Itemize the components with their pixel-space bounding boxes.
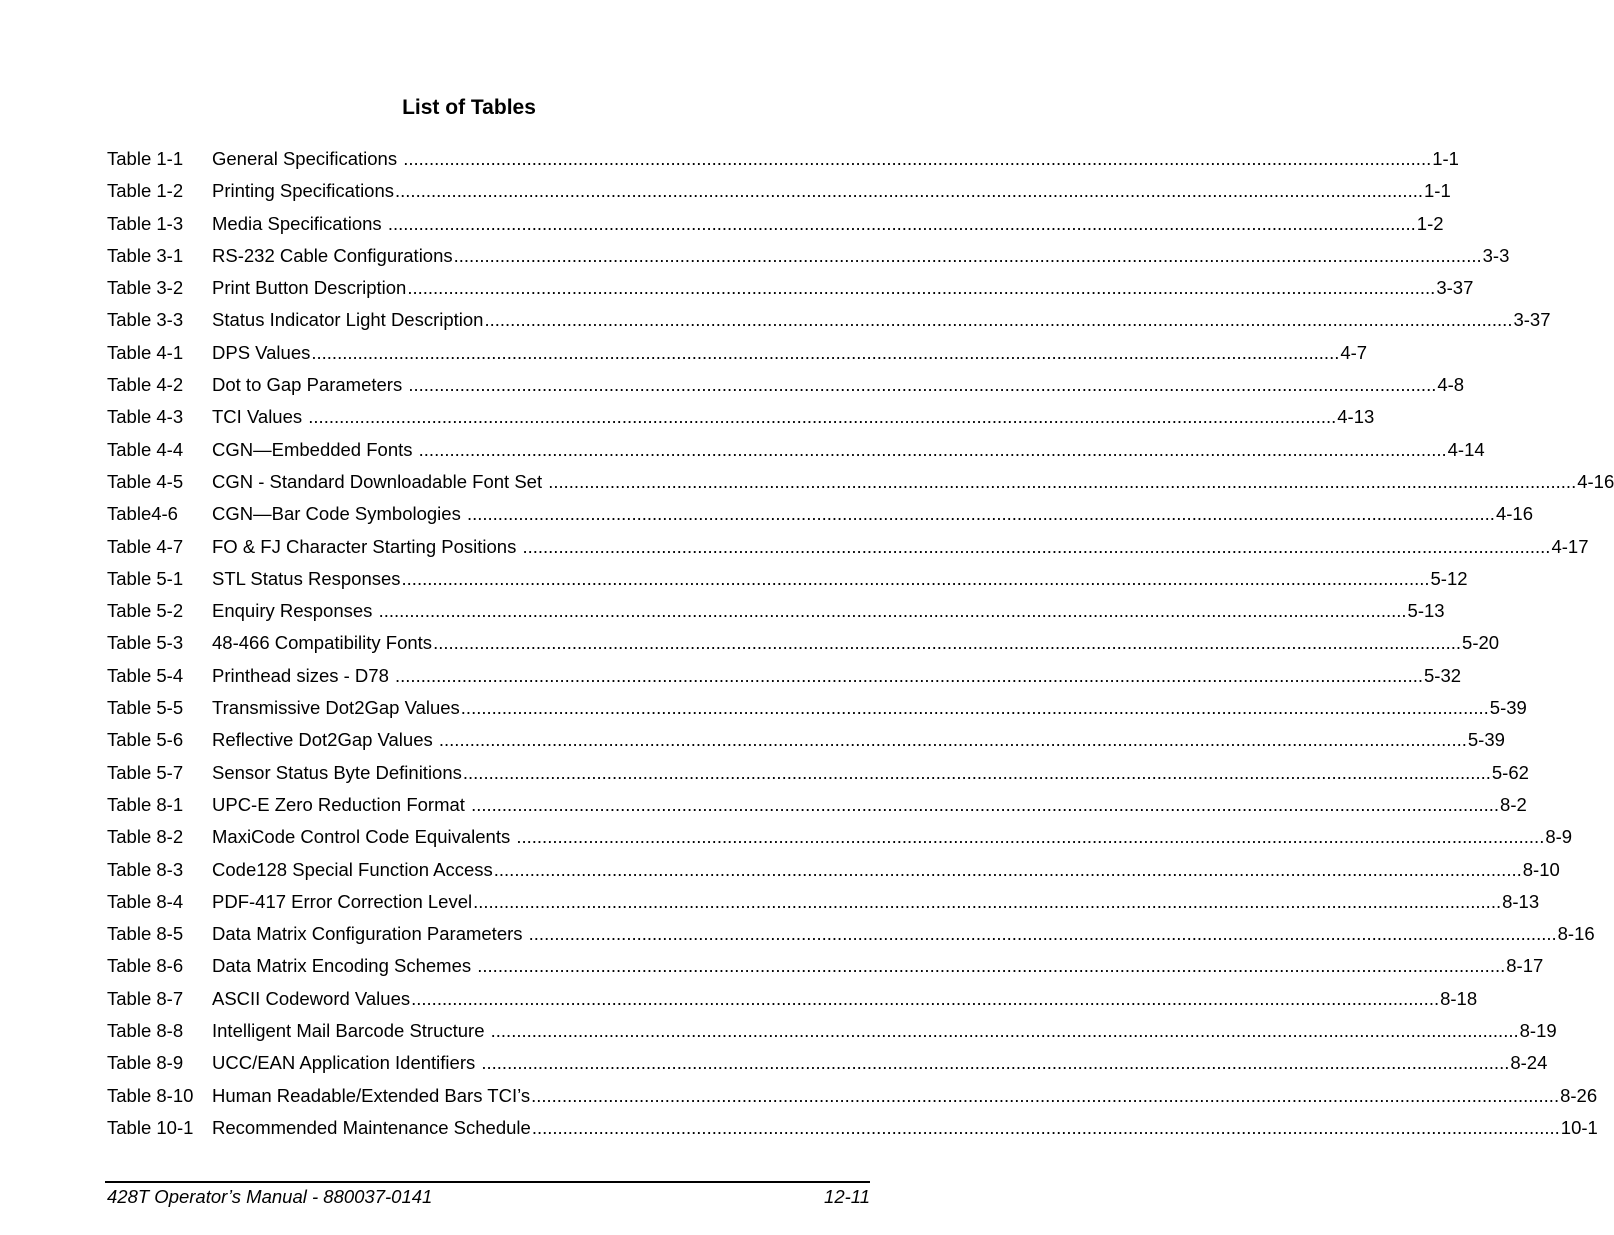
- page-reference: 8-17: [1506, 955, 1544, 977]
- table-number: Table 8-6: [107, 955, 184, 977]
- toc-entry[interactable]: [107, 273, 1474, 305]
- table-name: Print Button Description: [212, 277, 407, 299]
- dot-leader: ........................................................................................................................................................................................................: [395, 180, 1423, 202]
- page-reference: 4-14: [1447, 438, 1485, 460]
- table-number: Table 8-10: [107, 1084, 194, 1106]
- dot-leader: ........................................................................................................................................................................................................: [481, 1052, 1510, 1074]
- footer-page-number: 12-11: [824, 1186, 870, 1207]
- dot-leader: ........................................................................................................................................................................................................: [477, 955, 1506, 977]
- table-name: Enquiry Responses: [212, 600, 378, 622]
- toc-entry[interactable]: [107, 1048, 1548, 1080]
- footer-manual-title: 428T Operator’s Manual - 880037-0141: [107, 1186, 433, 1207]
- table-number: Table 10-1: [107, 1116, 194, 1138]
- dot-leader: ........................................................................................................................................................................................................: [308, 406, 1337, 428]
- table-name: DPS Values: [212, 341, 311, 363]
- table-number: Table 5-7: [107, 761, 184, 783]
- toc-entry[interactable]: [107, 402, 1375, 434]
- table-name: Sensor Status Byte Definitions: [212, 761, 462, 783]
- table-number: Table 8-3: [107, 858, 184, 880]
- page-reference: 10-1: [1560, 1116, 1598, 1138]
- table-number: Table 1-3: [107, 212, 184, 234]
- page-reference: 4-7: [1340, 341, 1368, 363]
- toc-entry[interactable]: [107, 790, 1527, 822]
- page-title: List of Tables: [402, 96, 536, 119]
- dot-leader: ........................................................................................................................................................................................................: [387, 212, 1416, 234]
- page-reference: 1-1: [1424, 180, 1451, 202]
- toc-entry[interactable]: [107, 725, 1505, 757]
- table-name: UCC/EAN Application Identifiers: [212, 1052, 481, 1074]
- page-reference: 3-37: [1513, 309, 1551, 331]
- dot-leader: ........................................................................................................................................................................................................: [493, 858, 1522, 880]
- table-name: Data Matrix Configuration Parameters: [212, 923, 528, 945]
- table-name: STL Status Responses: [212, 567, 401, 589]
- table-number: Table 4-2: [107, 374, 184, 396]
- toc-entry[interactable]: [107, 596, 1445, 628]
- page-reference: 1-1: [1432, 148, 1459, 169]
- table-number: Table 1-1: [107, 148, 184, 169]
- table-name: Intelligent Mail Barcode Structure: [212, 1020, 490, 1042]
- page-reference: 5-32: [1424, 664, 1462, 686]
- table-name: 48-466 Compatibility Fonts: [212, 632, 433, 654]
- dot-leader: ........................................................................................................................................................................................................: [433, 632, 1462, 654]
- page-reference: 3-3: [1482, 244, 1510, 266]
- page-reference: 8-13: [1502, 890, 1540, 912]
- table-name: Media Specifications: [212, 212, 387, 234]
- table-number: Table 1-2: [107, 180, 184, 202]
- page-reference: 5-12: [1430, 567, 1468, 589]
- dot-leader: ........................................................................................................................................................................................................: [403, 148, 1432, 169]
- table-name: Code128 Special Function Access: [212, 858, 493, 880]
- toc-entry[interactable]: [107, 758, 1529, 790]
- dot-leader: ........................................................................................................................................................................................................: [411, 987, 1440, 1009]
- toc-entry[interactable]: [107, 338, 1368, 370]
- table-name: Status Indicator Light Description: [212, 309, 484, 331]
- table-number: Table 3-3: [107, 309, 184, 331]
- table-number: Table 8-9: [107, 1052, 184, 1074]
- dot-leader: ........................................................................................................................................................................................................: [311, 341, 1340, 363]
- toc-entry[interactable]: [107, 241, 1510, 273]
- dot-leader: ........................................................................................................................................................................................................: [378, 600, 1407, 622]
- toc-entry[interactable]: [107, 693, 1527, 725]
- toc-entry[interactable]: [107, 628, 1500, 660]
- footer-divider: [105, 1181, 870, 1183]
- table-number: Table 4-4: [107, 438, 184, 460]
- toc-entry[interactable]: [107, 661, 1462, 693]
- table-name: FO & FJ Character Starting Positions: [212, 535, 522, 557]
- toc-entry[interactable]: [107, 176, 1451, 208]
- table-name: Dot to Gap Parameters: [212, 374, 408, 396]
- page-reference: 8-9: [1545, 826, 1573, 848]
- table-name: ASCII Codeword Values: [212, 987, 411, 1009]
- table-name: Human Readable/Extended Bars TCI’s: [212, 1084, 531, 1106]
- page-reference: 4-16: [1577, 470, 1614, 492]
- toc-entry[interactable]: [107, 305, 1551, 337]
- toc-entry[interactable]: [107, 951, 1544, 983]
- dot-leader: ........................................................................................................................................................................................................: [438, 729, 1467, 751]
- dot-leader: ........................................................................................................................................................................................................: [490, 1020, 1519, 1042]
- list-of-tables: [107, 144, 1614, 1145]
- table-name: PDF-417 Error Correction Level: [212, 890, 473, 912]
- page-reference: 5-62: [1491, 761, 1529, 783]
- dot-leader: ........................................................................................................................................................................................................: [466, 503, 1495, 525]
- table-name: Transmissive Dot2Gap Values: [212, 697, 460, 719]
- toc-entry[interactable]: [107, 467, 1614, 499]
- toc-entry[interactable]: [107, 209, 1444, 241]
- table-number: Table 8-8: [107, 1020, 184, 1042]
- toc-entry[interactable]: [107, 855, 1560, 887]
- dot-leader: ........................................................................................................................................................................................................: [408, 374, 1437, 396]
- page-reference: 5-39: [1467, 729, 1505, 751]
- page-reference: 3-37: [1436, 277, 1474, 299]
- page-reference: 4-16: [1495, 503, 1533, 525]
- dot-leader: ........................................................................................................................................................................................................: [453, 244, 1482, 266]
- toc-entry[interactable]: [107, 532, 1589, 564]
- page-reference: 8-26: [1560, 1084, 1598, 1106]
- table-number: Table 8-4: [107, 890, 184, 912]
- dot-leader: ........................................................................................................................................................................................................: [528, 923, 1557, 945]
- page-reference: 8-16: [1557, 923, 1595, 945]
- table-number: Table 5-3: [107, 632, 184, 654]
- table-number: Table 8-5: [107, 923, 184, 945]
- page-reference: 8-2: [1500, 793, 1527, 815]
- table-number: Table 3-2: [107, 277, 184, 299]
- toc-entry[interactable]: [107, 370, 1465, 402]
- table-number: Table 5-5: [107, 697, 184, 719]
- table-number: Table 5-6: [107, 729, 184, 751]
- table-number: Table 8-2: [107, 826, 184, 848]
- page-reference: 8-18: [1440, 987, 1478, 1009]
- toc-entry[interactable]: [107, 984, 1478, 1016]
- toc-entry[interactable]: [107, 822, 1573, 854]
- toc-entry[interactable]: [107, 1081, 1598, 1113]
- table-name: CGN - Standard Downloadable Font Set: [212, 470, 548, 492]
- dot-leader: ........................................................................................................................................................................................................: [418, 438, 1447, 460]
- page-reference: 8-19: [1519, 1020, 1557, 1042]
- table-name: TCI Values: [212, 406, 308, 428]
- table-name: RS-232 Cable Configurations: [212, 244, 453, 266]
- table-name: MaxiCode Control Code Equivalents: [212, 826, 516, 848]
- toc-entry[interactable]: [107, 435, 1485, 467]
- table-number: Table 5-2: [107, 600, 184, 622]
- dot-leader: ........................................................................................................................................................................................................: [471, 793, 1500, 815]
- dot-leader: ........................................................................................................................................................................................................: [531, 1116, 1560, 1138]
- dot-leader: ........................................................................................................................................................................................................: [395, 664, 1423, 686]
- page-reference: 5-39: [1489, 697, 1527, 719]
- table-number: Table4-6: [107, 503, 178, 525]
- table-number: Table 5-1: [107, 567, 184, 589]
- table-name: Recommended Maintenance Schedule: [212, 1116, 531, 1138]
- dot-leader: ........................................................................................................................................................................................................: [462, 761, 1491, 783]
- table-name: Printhead sizes - D78: [212, 664, 395, 686]
- table-number: Table 4-1: [107, 341, 184, 363]
- toc-entry[interactable]: [107, 1113, 1598, 1145]
- table-number: Table 4-3: [107, 406, 184, 428]
- table-name: General Specifications: [212, 148, 403, 169]
- page-reference: 1-2: [1416, 212, 1444, 234]
- page-reference: 5-13: [1407, 600, 1445, 622]
- dot-leader: ........................................................................................................................................................................................................: [473, 890, 1502, 912]
- page-reference: 4-8: [1437, 374, 1465, 396]
- table-number: Table 3-1: [107, 244, 184, 266]
- toc-entry[interactable]: [107, 144, 1459, 176]
- page-reference: 4-17: [1551, 535, 1589, 557]
- table-name: CGN—Embedded Fonts: [212, 438, 418, 460]
- page-reference: 5-20: [1462, 632, 1500, 654]
- dot-leader: ........................................................................................................................................................................................................: [531, 1084, 1560, 1106]
- table-number: Table 4-7: [107, 535, 184, 557]
- dot-leader: ........................................................................................................................................................................................................: [407, 277, 1436, 299]
- page-reference: 8-24: [1510, 1052, 1548, 1074]
- dot-leader: ........................................................................................................................................................................................................: [516, 826, 1545, 848]
- table-name: Data Matrix Encoding Schemes: [212, 955, 477, 977]
- toc-entry[interactable]: [107, 887, 1540, 919]
- dot-leader: ........................................................................................................................................................................................................: [460, 697, 1489, 719]
- table-number: Table 8-1: [107, 793, 184, 815]
- table-name: UPC-E Zero Reduction Format: [212, 793, 471, 815]
- table-number: Table 5-4: [107, 664, 184, 686]
- page-reference: 8-10: [1522, 858, 1560, 880]
- toc-entry[interactable]: [107, 564, 1468, 596]
- table-name: Reflective Dot2Gap Values: [212, 729, 438, 751]
- dot-leader: ........................................................................................................................................................................................................: [401, 567, 1430, 589]
- toc-entry[interactable]: [107, 1016, 1557, 1048]
- table-number: Table 8-7: [107, 987, 184, 1009]
- dot-leader: ........................................................................................................................................................................................................: [484, 309, 1513, 331]
- dot-leader: ........................................................................................................................................................................................................: [548, 470, 1577, 492]
- dot-leader: ........................................................................................................................................................................................................: [522, 535, 1551, 557]
- table-name: CGN—Bar Code Symbologies: [212, 503, 466, 525]
- page-reference: 4-13: [1337, 406, 1375, 428]
- toc-entry[interactable]: [107, 919, 1595, 951]
- table-name: Printing Specifications: [212, 180, 395, 202]
- table-number: Table 4-5: [107, 470, 184, 492]
- toc-entry[interactable]: [107, 499, 1533, 531]
